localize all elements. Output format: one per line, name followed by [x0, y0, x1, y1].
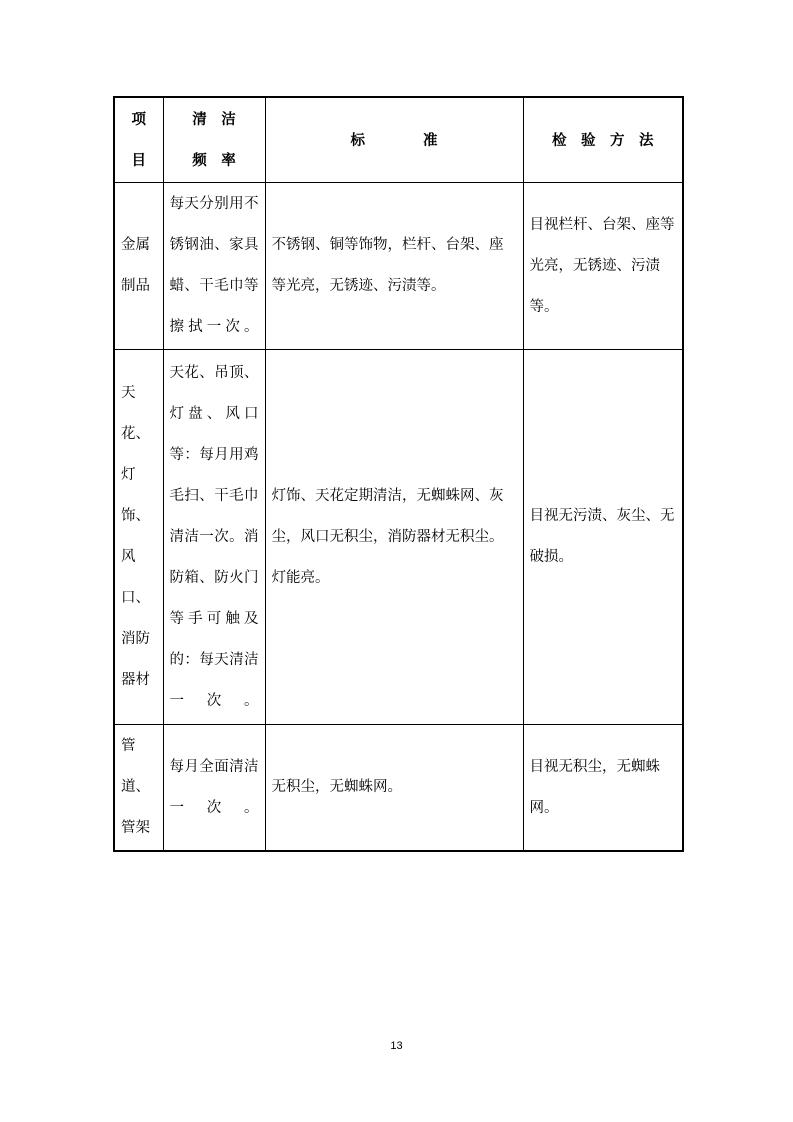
table-row: [114, 350, 683, 725]
table-row: [114, 183, 683, 350]
cleaning-standards-table: [113, 96, 684, 852]
header-item: 项 目: [114, 97, 163, 183]
row-frequency: 每月全面清洁一次。: [163, 725, 265, 852]
row-frequency: 每天分别用不锈钢油、家具蜡、干毛巾等擦拭一次。: [163, 183, 265, 350]
header-method: 检 验 方 法: [523, 97, 683, 183]
header-standard: 标 准: [265, 97, 523, 183]
row-method: 目视无积尘，无蜘蛛网。: [523, 725, 683, 852]
row-standard: 不锈钢、铜等饰物，栏杆、台架、座等光亮，无锈迹、污渍等。: [265, 183, 523, 350]
table-row: [114, 725, 683, 852]
row-frequency: 天花、吊顶、灯盘、风口等：每月用鸡毛扫、干毛巾清洁一次。消防箱、防火门等手可触及的：每天清洁一次。: [163, 350, 265, 725]
row-standard: 无积尘，无蜘蛛网。: [265, 725, 523, 852]
page-number: 13: [390, 1040, 403, 1052]
row-item: 管道、管架: [114, 725, 163, 852]
row-item: 天花、灯饰、风口、消防器材: [114, 350, 163, 725]
table-header-row: [114, 97, 683, 183]
row-item: 金属制品: [114, 183, 163, 350]
header-frequency: 清 洁 频 率: [163, 97, 265, 183]
row-standard: 灯饰、天花定期清洁，无蜘蛛网、灰尘，风口无积尘，消防器材无积尘。灯能亮。: [265, 350, 523, 725]
row-method: 目视栏杆、台架、座等光亮，无锈迹、污渍等。: [523, 183, 683, 350]
row-method: 目视无污渍、灰尘、无破损。: [523, 350, 683, 725]
